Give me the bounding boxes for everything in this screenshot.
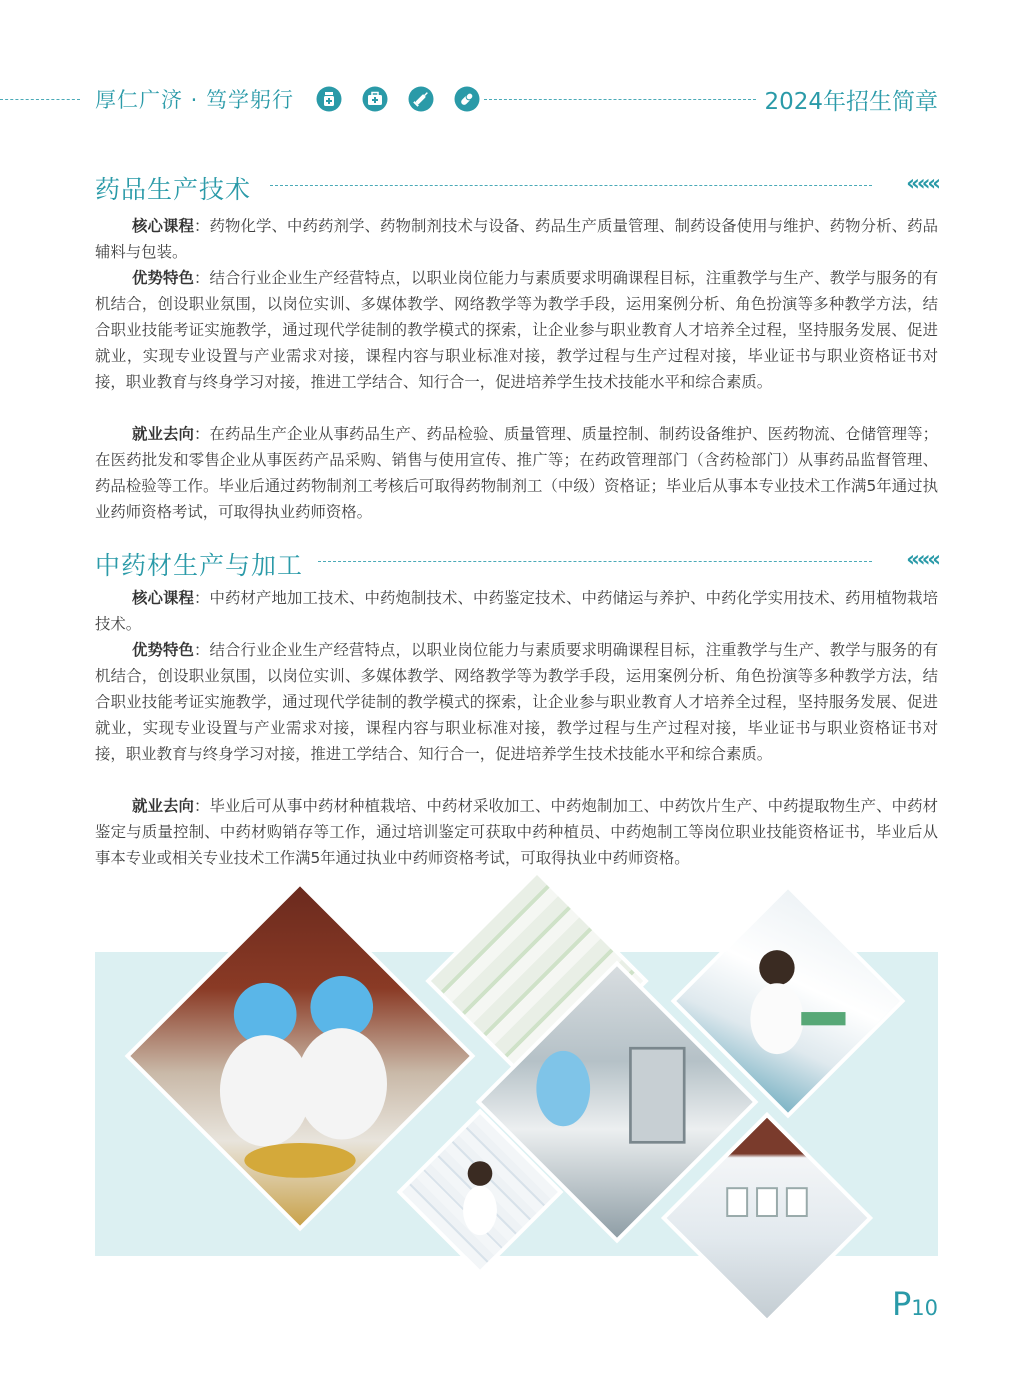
paragraph-label: 优势特色	[132, 641, 195, 659]
header-rule-left	[0, 99, 80, 100]
paragraph-label: 就业去向	[132, 797, 195, 815]
paragraph-text: ：药物化学、中药药剂学、药物制剂技术与设备、药品生产质量管理、制药设备使用与维护、药物分析、药品辅料与包装。	[95, 217, 938, 261]
paragraph-text: ：在药品生产企业从事药品生产、药品检验、质量管理、质量控制、制药设备维护、医药物流、仓储管理等；在医药批发和零售企业从事医药产品采购、销售与使用宣传、推广等；在药政管理部门（含药检部门）从事药品监督管理、药品检验等工作。毕业后通过药物制剂工考核后可取得药物制剂工（中级）资格证；毕业后从事本专业技术工作满5年通过执业药师资格考试，可取得执业药师资格。	[95, 425, 938, 521]
features-paragraph	[95, 265, 938, 395]
header-year-title: 2024年招生简章	[764, 89, 938, 115]
employment-paragraph	[95, 421, 938, 525]
section-rule	[270, 185, 872, 186]
paragraph-label: 就业去向	[132, 425, 195, 443]
page-prefix: P	[891, 1285, 912, 1323]
pill-icon	[454, 86, 480, 112]
employment-paragraph	[95, 793, 938, 871]
page-number-value: 10	[911, 1296, 938, 1320]
paragraph-label: 优势特色	[132, 269, 195, 287]
header-icon-row	[316, 86, 480, 112]
paragraph-text: ：中药材产地加工技术、中药炮制技术、中药鉴定技术、中药储运与养护、中药化学实用技术、药用植物栽培技术。	[95, 589, 938, 633]
chevrons-icon: «««	[906, 547, 938, 571]
medicine-bottle-icon	[316, 86, 342, 112]
first-aid-kit-icon	[362, 86, 388, 112]
chevrons-icon: «««	[906, 171, 938, 195]
paragraph-text: ：结合行业企业生产经营特点，以职业岗位能力与素质要求明确课程目标，注重教学与生产、教学与服务的有机结合，创设职业氛围，以岗位实训、多媒体教学、网络教学等为教学手段，运用案例分析、角色扮演等多种教学方法，结合职业技能考证实施教学，通过现代学徒制的教学模式的探索，让企业参与职业教育人才培养全过程，坚持服务发展、促进就业，实现专业设置与产业需求对接，课程内容与职业标准对接，教学过程与生产过程对接，毕业证书与职业资格证书对接，职业教育与终身学习对接，推进工学结合、知行合一，促进培养学生技术技能水平和综合素质。	[95, 269, 938, 391]
section-rule	[318, 561, 872, 562]
header-motto: 厚仁广济 · 笃学躬行	[95, 88, 295, 112]
paragraph-text: ：毕业后可从事中药材种植栽培、中药材采收加工、中药炮制加工、中药饮片生产、中药提取物生产、中药材鉴定与质量控制、中药材购销存等工作，通过培训鉴定可获取中药种植员、中药炮制工等岗位职业技能资格证书，毕业后从事本专业或相关专业技术工作满5年通过执业中药师资格考试，可取得执业中药师资格。	[95, 797, 938, 867]
core-courses-paragraph	[95, 585, 938, 637]
page-number	[892, 1285, 938, 1323]
paragraph-label: 核心课程	[132, 589, 195, 607]
section-title: 药品生产技术	[95, 170, 265, 206]
features-paragraph	[95, 637, 938, 767]
paragraph-text: ：结合行业企业生产经营特点，以职业岗位能力与素质要求明确课程目标，注重教学与生产、教学与服务的有机结合，创设职业氛围，以岗位实训、多媒体教学、网络教学等为教学手段，运用案例分析、角色扮演等多种教学方法，结合职业技能考证实施教学，通过现代学徒制的教学模式的探索，让企业参与职业教育人才培养全过程，坚持服务发展、促进就业，实现专业设置与产业需求对接，课程内容与职业标准对接，教学过程与生产过程对接，毕业证书与职业资格证书对接，职业教育与终身学习对接，推进工学结合、知行合一，促进培养学生技术技能水平和综合素质。	[95, 641, 938, 763]
syringe-icon	[408, 86, 434, 112]
section-title: 中药材生产与加工	[95, 546, 317, 582]
paragraph-label: 核心课程	[132, 217, 195, 235]
core-courses-paragraph	[95, 213, 938, 265]
header-rule-right	[484, 99, 756, 100]
